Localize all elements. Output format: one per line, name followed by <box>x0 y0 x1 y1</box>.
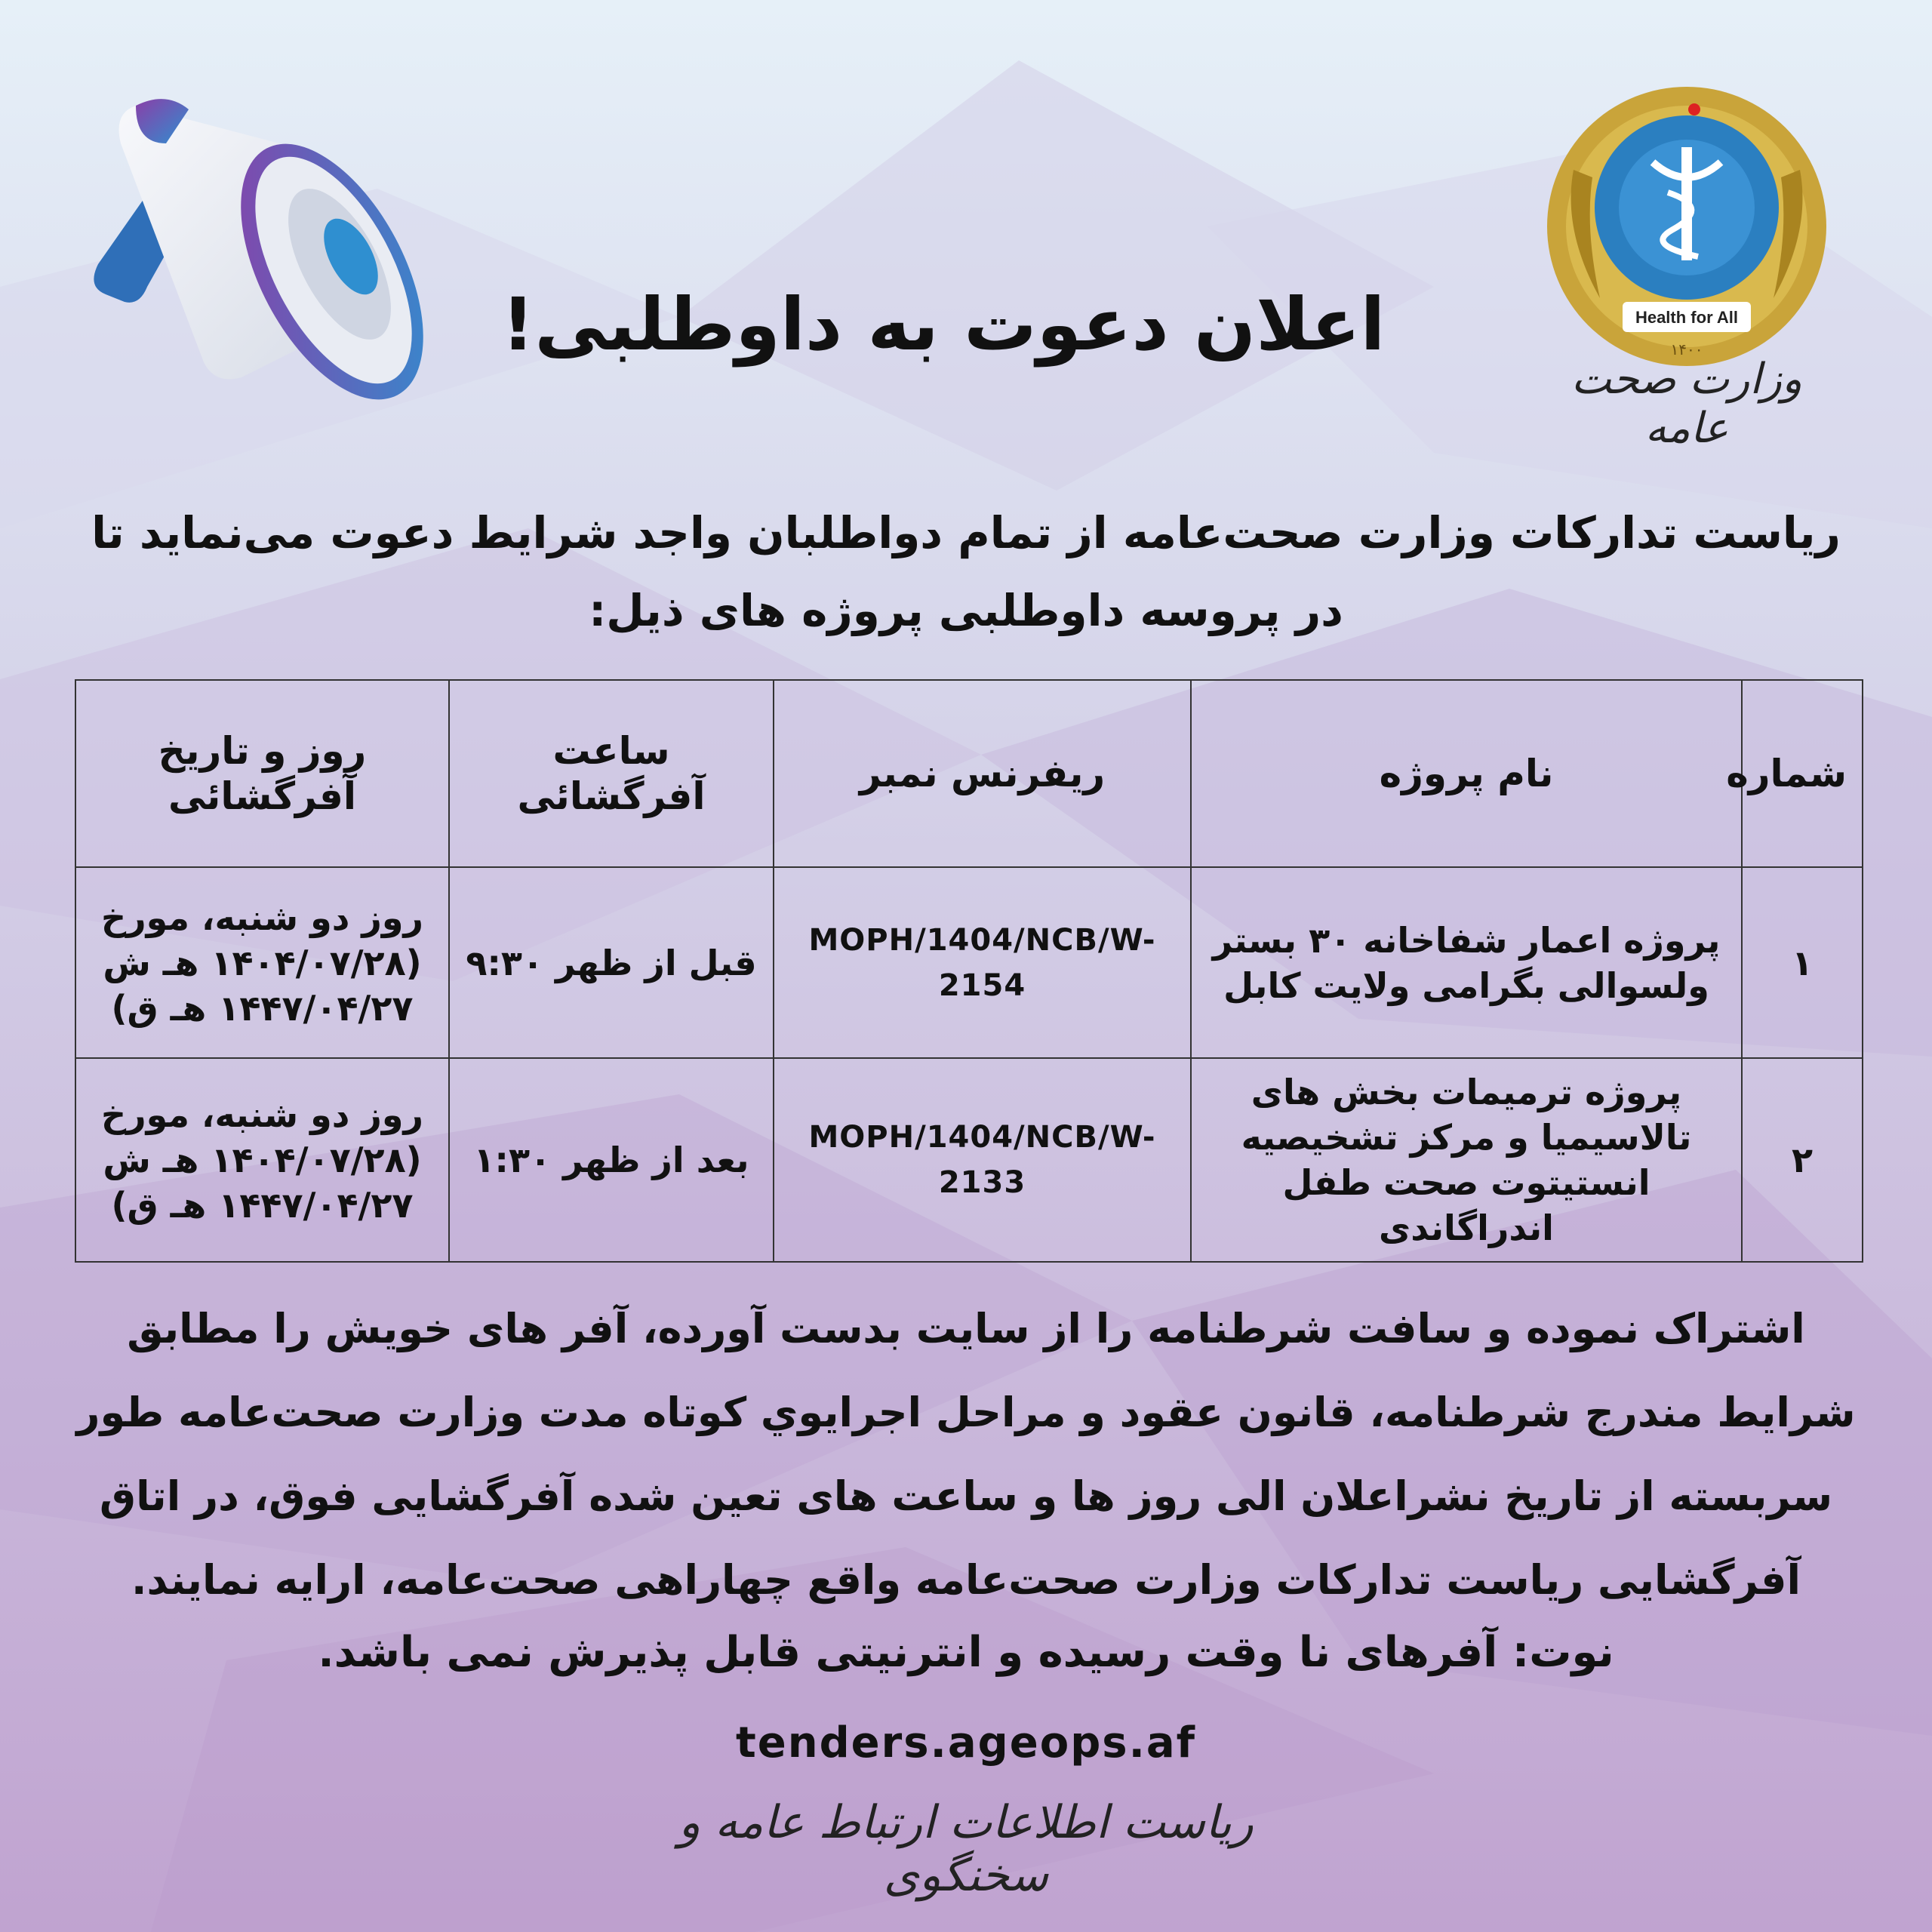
cell-opening-time: قبل از ظهر ۹:۳۰ <box>449 867 774 1058</box>
header-reference: ریفرنس نمبر <box>774 680 1191 867</box>
cell-reference: MOPH/1404/NCB/W-2154 <box>774 867 1191 1058</box>
instructions-text: اشتراک نموده و سافت شرطنامه را از سایت بدست آورده، آفر های خویش را مطابق شرایط مندرج شرطنامه، قانون عقود و مراحل اجرایوي کوتاه مدت وزارت صحت‌عامه طور سربسته از تاریخ نشراعلان الی روز ها و ساعت های تعین شده آفرگشایی فوق، در اتاق آفرگشایی ریاست تدارکات وزارت صحت‌عامه واقع چهاراهی صحت‌عامه، ارایه نمایند. <box>76 1305 1856 1604</box>
website-link[interactable]: tenders.ageops.af <box>735 1718 1197 1767</box>
note-text: نوت: آفرهای نا وقت رسیده و انترنیتی قابل پذیرش نمی باشد. <box>318 1628 1614 1677</box>
header-opening-date: روز و تاریخ آفرگشائی <box>75 680 449 867</box>
ministry-logo <box>1540 79 1834 374</box>
footer-signature-text: ریاست اطلاعات ارتباط عامه و سخنگوی <box>678 1796 1254 1902</box>
ministry-signature-text: وزارت صحت عامه <box>1571 355 1802 453</box>
cell-number: ۱ <box>1742 867 1863 1058</box>
cell-project-name: پروژه ترمیمات بخش های تالاسیمیا و مرکز تشخیصیه انستیتوت صحت طفل اندراگاندی <box>1191 1058 1742 1262</box>
cell-opening-date: روز دو شنبه، مورخ (۱۴۰۴/۰۷/۲۸ هـ ش ۱۴۴۷/۰۴/۲۷ هـ ق) <box>75 867 449 1058</box>
header-opening-time: ساعت آفرگشائی <box>449 680 774 867</box>
page-title: اعلان دعوت به داوطلبی! <box>501 282 1386 367</box>
logo-year: ۱۴۰۰ <box>1670 340 1703 358</box>
table-row <box>75 1058 1863 1262</box>
cell-reference: MOPH/1404/NCB/W-2133 <box>774 1058 1191 1262</box>
ministry-signature <box>1540 355 1834 453</box>
cell-project-name: پروژه اعمار شفاخانه ۳۰ بستر ولسوالی بگرامی ولایت کابل <box>1191 867 1742 1058</box>
megaphone-icon <box>53 75 430 423</box>
cell-number: ۲ <box>1742 1058 1863 1262</box>
cell-opening-date: روز دو شنبه، مورخ (۱۴۰۴/۰۷/۲۸ هـ ش ۱۴۴۷/۰۴/۲۷ هـ ق) <box>75 1058 449 1262</box>
header-project-name: نام پروژه <box>1191 680 1742 867</box>
footer-signature <box>664 1796 1268 1902</box>
header-number: شماره <box>1742 680 1863 867</box>
intro-text: ریاست تدارکات وزارت صحت‌عامه از تمام دواطلبان واجد شرایط دعوت می‌نماید تا در پروسه داوطلبی پروژه های ذیل: <box>91 507 1841 636</box>
logo-motto: Health for All <box>1635 308 1739 327</box>
tender-table <box>75 679 1863 1263</box>
table-row <box>75 867 1863 1058</box>
table-header-row <box>75 680 1863 867</box>
cell-opening-time: بعد از ظهر ۱:۳۰ <box>449 1058 774 1262</box>
